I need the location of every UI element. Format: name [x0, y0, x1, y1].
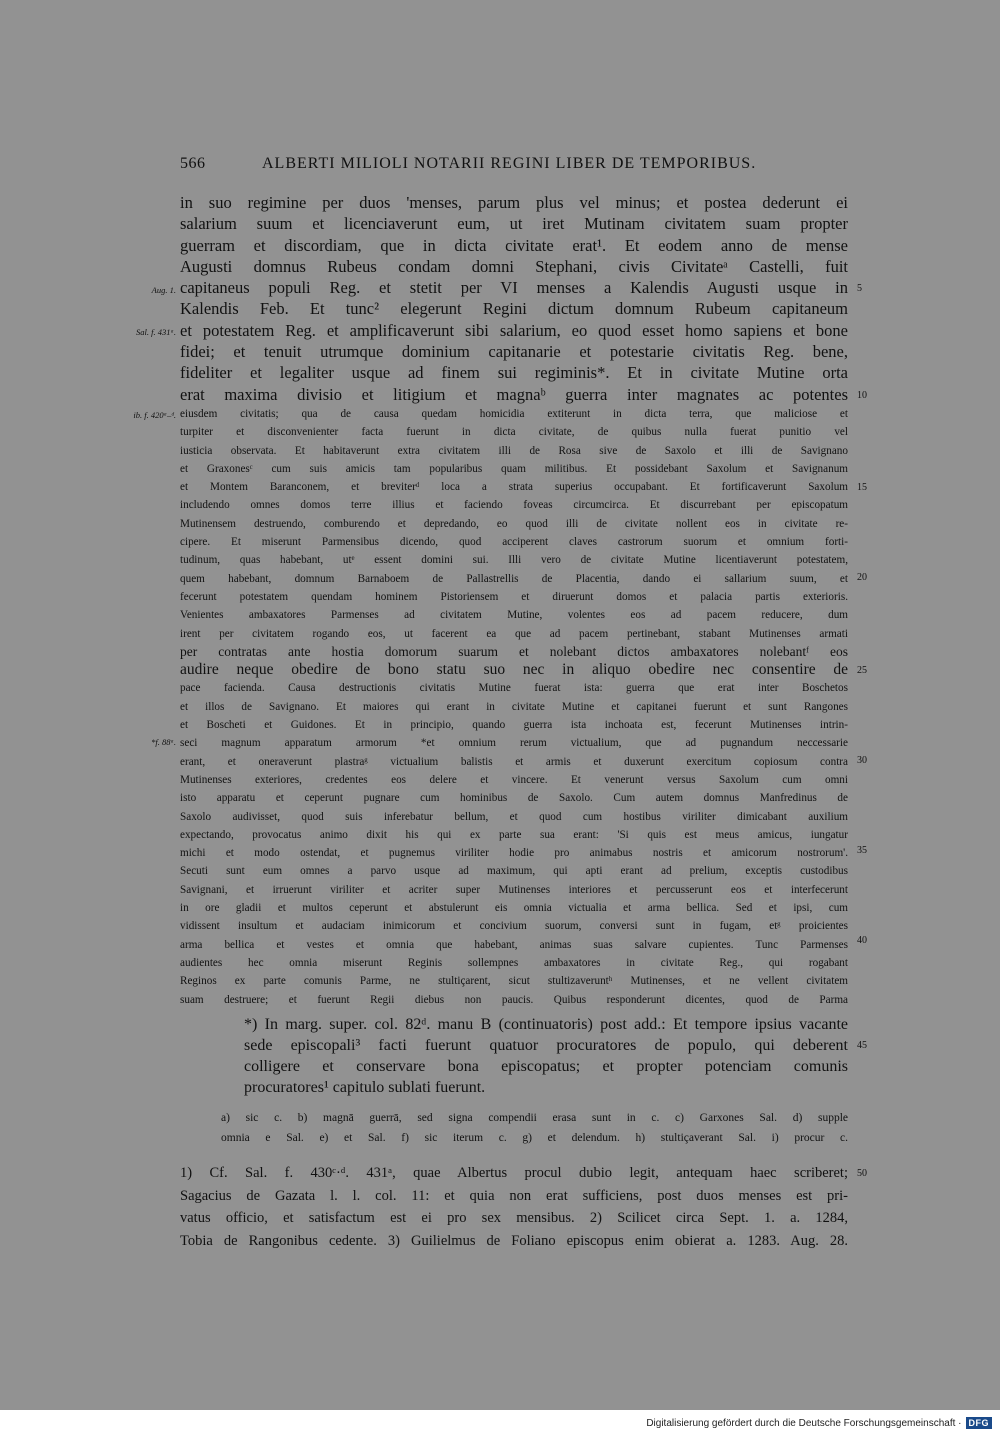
- running-header: [0, 155, 1000, 177]
- footnote-line: Sagacius de Gazata l. l. col. 11: et quia non erat sufficiens, post duos menses est pri-: [180, 1187, 848, 1204]
- text-line: cipere. Et miserunt Parmensibus dicendo, quod acciperent claves castrorum suorum et omnium forti-: [180, 536, 848, 549]
- text-line: et illos de Savignano. Et maiores qui erant in civitate Mutine et capitanei fuerunt et sunt Rangones: [180, 700, 848, 713]
- text-line: audientes hec omnia miserunt Reginis sollempnes ambaxatores in civitate Reg., qui rogabant: [180, 956, 848, 969]
- line-number: 40: [857, 935, 867, 946]
- apparatus-line: omnia e Sal. e) et Sal. f) sic iterum c. g) et delendum. h) stultiçaverant Sal. i) procur c.: [221, 1132, 848, 1144]
- text-line: iusticia observata. Et habitaverunt extra civitatem illi de Rosa sive de Saxolo et illi de Savignano: [180, 444, 848, 457]
- text-line: pace facienda. Causa destructionis civitatis Mutine fuerat ista: guerra que erat inter Boschetos: [180, 682, 848, 695]
- line-number: 10: [857, 390, 867, 401]
- text-line: seci magnum apparatum armorum *et omnium rerum victualium, que ad pugnandum neccessarie: [180, 737, 848, 750]
- text-line: isto apparatu et ceperunt pugnare cum hominibus de Saxolo. Cum autem domnus Manfredinus de: [180, 792, 848, 805]
- text-line: michi et modo ostendat, et pugnemus viriliter hodie pro animabus nostris et amicorum nostrorum'.: [180, 847, 848, 860]
- note-line: sede episcopali³ facti fuerunt quatuor procuratores de populo, qui deberent: [244, 1037, 848, 1054]
- dfg-logo: DFG: [966, 1417, 993, 1429]
- text-line: Saxolo audivisset, quod suis inferebatur bellum, et quod cum hostibus viriliter dimicabant auxilium: [180, 810, 848, 823]
- critical-apparatus: [221, 1108, 848, 1148]
- text-line: vidissent insultum et audaciam inimicorum et concivium suorum, conversi sunt in fugam, etᵍ proicientes: [180, 920, 848, 933]
- note-line: colligere et conservare bona episcopatus; et propter potenciam comunis: [244, 1058, 848, 1075]
- digitization-footer: [646, 1417, 992, 1429]
- text-line: in suo regimine per duos 'menses, parum plus vel minus; et postea dederunt ei: [180, 193, 848, 212]
- text-line: fideliter et legaliter usque ad finem sui regiminis*. Et in civitate Mutine orta: [180, 363, 848, 383]
- margin-note: Aug. 1.: [151, 285, 176, 295]
- text-line: fidei; et tenuit utrumque dominium capitanarie et potestarie civitatis Reg. bene,: [180, 342, 848, 362]
- text-line: Kalendis Feb. Et tunc² elegerunt Regini dictum domnum Rubeum capitaneum: [180, 299, 848, 319]
- text-line: turpiter et disconvenienter facta fuerunt in dicta civitate, de quibus nulla fuerat punitio vel: [180, 426, 848, 439]
- footnotes: [180, 1162, 848, 1252]
- line-number: 25: [857, 665, 867, 676]
- main-text-large: [180, 192, 848, 405]
- text-line: salarium suum et licenciaverunt eum, ut iret Mutinam civitatem suam propter: [180, 214, 848, 234]
- text-line: quem habebant, domnum Barnaboem de Pallastrellis de Placentia, dando ei sallarium suum, et: [180, 572, 848, 585]
- text-line: fecerunt potestatem quendam hominem Pistoriensem et diruerunt domos et palacia partis exterioris.: [180, 590, 848, 603]
- text-line: et Graxonesᶜ cum suis amicis tam popularibus quam militibus. Et possidebant Saxolum et Savignanum: [180, 462, 848, 475]
- apparatus-line: a) sic c. b) magnā guerrā, sed signa compendii erasa sunt in c. c) Garxones Sal. d) supple: [221, 1112, 848, 1124]
- note-line: *) In marg. super. col. 82ᵈ. manu B (continuatoris) post add.: Et tempore ipsius vacante: [244, 1016, 848, 1033]
- margin-note: Sal. f. 431ᵃ.: [136, 327, 176, 337]
- text-line: includendo omnes domos terre illius et faciendo foveas circumcirca. Et discurrebant per episcopatum: [180, 499, 848, 512]
- text-line: capitaneus populi Reg. et stetit per VI menses a Kalendis Augusti usque in: [180, 278, 848, 298]
- line-number: 5: [857, 283, 862, 294]
- text-line: suam destruere; et fuerunt Regii diebus non paucis. Quibus responderunt dicentes, quod de Parma: [180, 993, 848, 1006]
- text-line: eiusdem civitatis; qua de causa quedam homicidia extiterunt in dicta terra, que maliciose et: [180, 408, 848, 420]
- line-number: 50: [857, 1168, 867, 1179]
- text-line: tudinum, quas habebant, utᵉ essent domini sui. Illi vero de civitate Mutine licentiaverunt potestatem,: [180, 554, 848, 567]
- text-line: et potestatem Reg. et amplificaverunt sibi salarium, eo quod esset homo sapiens et bone: [180, 320, 848, 340]
- line-number: 35: [857, 845, 867, 856]
- text-line: Augusti domnus Rubeus condam domni Stephani, civis Civitateᵃ Castelli, fuit: [180, 256, 848, 276]
- footnote-line: Tobia de Rangonibus cedente. 3) Guilielmus de Foliano episcopus enim obierat a. 1283. Aug. 28.: [180, 1232, 848, 1249]
- text-line: expectando, provocatus animo dixit his qui ex parte sua erant: 'Si quis est meus amicus, iungatur: [180, 828, 848, 841]
- page-number: 566: [180, 155, 206, 172]
- note-line: procuratores¹ capitulo sublati fuerunt.: [244, 1079, 486, 1096]
- text-line: per contratas ante hostia domorum suarum et nolebant dictos ambaxatores nolebantᶠ eos: [180, 643, 848, 659]
- text-line: audire neque obedire de bono statu suo nec in aliquo obedire nec consentire de: [180, 661, 848, 679]
- text-line: in ore gladii et multos ceperunt et abstulerunt eis omnia victualia et arma bellica. Sed et ipsi, cum: [180, 902, 848, 915]
- footer-credit: Digitalisierung gefördert durch die Deutsche Forschungsgemeinschaft ·: [646, 1417, 962, 1429]
- footnote-line: 1) Cf. Sal. f. 430ᶜ·ᵈ. 431ᵃ, quae Albertus procul dubio legit, antequam haec scriberet;: [180, 1165, 848, 1181]
- text-line: Reginos ex parte comunis Parme, ne stultiçarent, sicut stultizaveruntʰ Mutinenses, et ne vellent civitatem: [180, 975, 848, 988]
- text-line: irent per civitatem rogando eos, ut facerent ea que ad pacem pertinebant, stabant Mutinenses armati: [180, 627, 848, 640]
- margin-note: *f. 88ᵃ.: [151, 737, 176, 747]
- line-number: 30: [857, 755, 867, 766]
- star-note: [244, 1014, 848, 1098]
- text-line: arma bellica et vestes et omnia que habebant, animas suas salvare cupientes. Tunc Parmenses: [180, 938, 848, 951]
- running-title: ALBERTI MILIOLI NOTARII REGINI LIBER DE TEMPORIBUS.: [262, 155, 757, 172]
- main-text-small: [180, 405, 848, 1009]
- line-number: 15: [857, 482, 867, 493]
- text-line: erat maxima divisio et litigium et magnaᵇ guerra inter magnates ac potentes: [180, 384, 848, 404]
- footnote-line: vatus officio, et satisfactum est ei pro sex mensibus. 2) Scilicet circa Sept. 1. a. 1284,: [180, 1210, 848, 1226]
- text-line: et Boscheti et Guidones. Et in principio, quando guerra ista inchoata est, fecerunt Mutinenses intrin-: [180, 719, 848, 732]
- line-number: 45: [857, 1040, 867, 1051]
- text-line: Venientes ambaxatores Parmenses ad civitatem Mutine, volentes eos ad pacem reducere, dum: [180, 609, 848, 622]
- text-line: erant, et oneraverunt plastraᵍ victualium balistis et armis et duxerunt exercitum copiosum contra: [180, 755, 848, 768]
- margin-note: ib. f. 420ᵃ–ᵈ.: [133, 410, 176, 420]
- text-line: Savignani, et irruerunt viriliter et acriter super Mutinenses interiores et percusserunt eos et interfecerunt: [180, 883, 848, 896]
- text-line: guerram et discordiam, que in dicta civitate erat¹. Et eodem anno de mense: [180, 235, 848, 255]
- text-line: Secuti sunt eum omnes a parvo usque ad maximum, qui apti erant ad prelium, exceptis custodibus: [180, 865, 848, 878]
- text-line: Mutinensem destruendo, comburendo et depredando, eo quod illi de civitate nollent eos in civitate re-: [180, 517, 848, 530]
- text-line: Mutinenses exteriores, credentes eos delere et vincere. Et venerunt versus Saxolum cum omni: [180, 773, 848, 786]
- line-number: 20: [857, 572, 867, 583]
- text-line: et Montem Baranconem, et breviterᵈ loca a strata superius occupabant. Et fortificaverunt Saxolum: [180, 481, 848, 494]
